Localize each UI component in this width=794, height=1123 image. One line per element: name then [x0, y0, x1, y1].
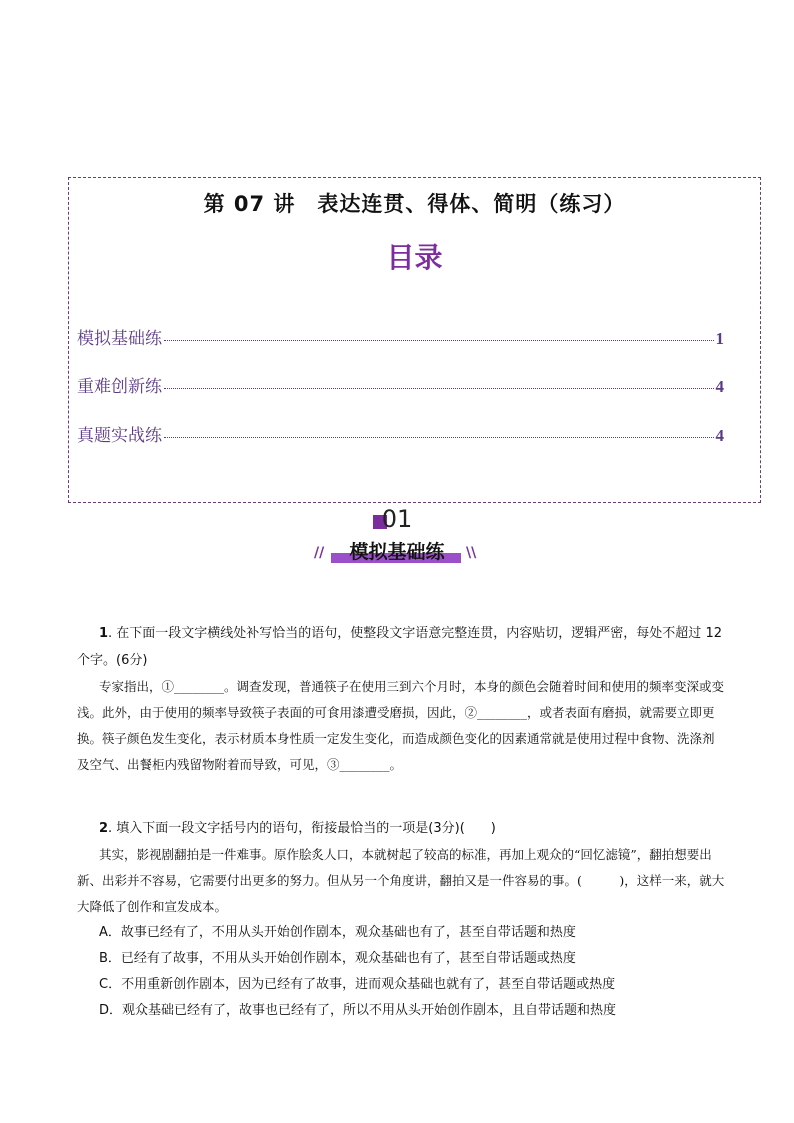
question-2-stem: [77, 815, 725, 842]
toc-item-real-exam[interactable]: [77, 421, 724, 446]
question-1-stem-text: . 在下面一段文字横线处补写恰当的语句，使整段文字语意完整连贯，内容贴切，逻辑严密，每处不超过 12 个字。(6分): [77, 626, 722, 668]
toc-item-page: 4: [715, 377, 724, 396]
toc-item-label: 真题实战练: [77, 426, 162, 446]
toc-leader-dots: [164, 340, 714, 341]
section-number: 01: [381, 505, 413, 533]
lesson-title: 第 07 讲 表达连贯、得体、简明（练习）: [203, 192, 626, 216]
toc-item-page: 4: [715, 426, 724, 445]
question-2-stem-text: . 填入下面一段文字括号内的语句，衔接最恰当的一项是(3分)( ): [108, 821, 496, 836]
toc-heading: 目录: [386, 241, 443, 274]
question-2-number: 2: [99, 821, 109, 836]
toc-leader-dots: [164, 388, 714, 389]
question-2-option-b: B．已经有了故事，不用从头开始创作剧本，观众基础也有了，甚至自带话题或热度: [99, 951, 576, 966]
toc-leader-dots: [164, 437, 714, 438]
question-2: [77, 815, 725, 1024]
question-1-number: 1: [99, 626, 109, 641]
question-1-stem: [77, 620, 725, 674]
section-title: 模拟基础练: [349, 541, 445, 563]
question-1-passage-text: 专家指出，①________。调查发现，普通筷子在使用三到六个月时，本身的颜色会随着时间和使用的频率变深或变浅。此外，由于使用的频率导致筷子表面的可食用漆遭受磨损，因此，②________，或者表面有磨损，就需要立即更换。筷子颜色发生变化，表示材质本身性质一定发生变化，而造成颜色变化的因素通常就是使用过程中食物、洗涤剂及空气、出餐柜内残留物附着而导致，可见，③________。: [77, 679, 725, 772]
question-1: [77, 620, 725, 778]
toc-item-label: 模拟基础练: [77, 329, 162, 349]
question-2-passage-text: 其实，影视剧翻拍是一件难事。原作脍炙人口，本就树起了较高的标准，再加上观众的“回忆滤镜”，翻拍想要出新、出彩并不容易，它需要付出更多的努力。但从另一个角度讲，翻拍又是一件容易的事。( )，这样一来，就大大降低了创作和宣发成本。: [77, 847, 725, 914]
toc-item-innovation[interactable]: [77, 372, 724, 397]
toc-item-label: 重难创新练: [77, 377, 162, 397]
table-of-contents-box: [68, 177, 761, 503]
section-left-deco: //: [314, 545, 325, 561]
question-1-passage: [77, 674, 725, 778]
question-2-option-d: D．观众基础已经有了，故事也已经有了，所以不用从头开始创作剧本，且自带话题和热度: [99, 1003, 617, 1018]
section-right-deco: \\: [466, 545, 477, 561]
toc-item-page: 1: [715, 329, 724, 348]
toc-item-mock-basics[interactable]: [77, 324, 724, 349]
question-2-option-a: A．故事已经有了，不用从头开始创作剧本，观众基础也有了，甚至自带话题和热度: [99, 925, 576, 940]
question-2-option-c: C．不用重新创作剧本，因为已经有了故事，进而观众基础也就有了，甚至自带话题或热度: [99, 977, 616, 992]
question-2-passage: [77, 842, 725, 920]
